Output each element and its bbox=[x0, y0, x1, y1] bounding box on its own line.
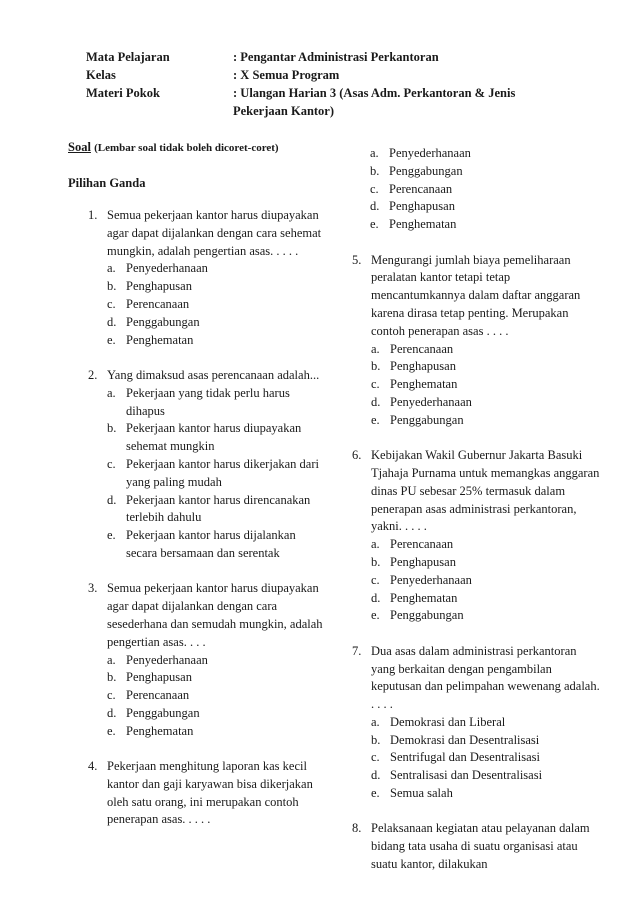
option-letter: b. bbox=[371, 359, 381, 374]
option-text: Penghapusan bbox=[126, 670, 192, 685]
question-item bbox=[88, 207, 323, 349]
option-letter: a. bbox=[107, 385, 116, 400]
answer-option bbox=[370, 181, 602, 199]
option-text: Penghapusan bbox=[126, 279, 192, 294]
option-text: Pekerjaan kantor harus direncanakan terlebih dahulu bbox=[126, 492, 311, 525]
option-text: Penyederhanaan bbox=[390, 394, 472, 409]
question-number: 3. bbox=[88, 581, 98, 596]
option-text: Penghematan bbox=[390, 377, 458, 392]
section-title: Pilihan Ganda bbox=[68, 176, 146, 190]
option-letter: c. bbox=[370, 181, 379, 196]
answer-option bbox=[371, 590, 602, 608]
option-letter: b. bbox=[371, 554, 381, 569]
answer-option bbox=[107, 385, 323, 421]
answer-option bbox=[107, 420, 323, 456]
option-letter: c. bbox=[107, 456, 116, 471]
option-letter: a. bbox=[370, 146, 379, 160]
answer-option bbox=[107, 527, 323, 563]
header-value: : Ulangan Harian 3 (Asas Adm. Perkantoran & Jenis Pekerjaan Kantor) bbox=[233, 86, 516, 118]
option-letter: e. bbox=[371, 786, 380, 801]
question-text: Kebijakan Wakil Gubernur Jakarta Basuki Tjahaja Purnama untuk memangkas anggaran dinas PU sebesar 25% termasuk dalam penerapan asas administrasi perkantoran, yakni. . . . . bbox=[371, 448, 600, 534]
question-body bbox=[107, 207, 323, 349]
option-letter: e. bbox=[371, 608, 380, 623]
answer-option bbox=[107, 314, 323, 332]
option-text: Sentrifugal dan Desentralisasi bbox=[390, 750, 540, 765]
header-value: : Pengantar Administrasi Perkantoran bbox=[233, 50, 439, 64]
answer-option bbox=[371, 554, 602, 572]
answer-option bbox=[107, 669, 323, 687]
question-number: 7. bbox=[352, 643, 362, 658]
question-body bbox=[371, 643, 602, 803]
question-body bbox=[107, 367, 323, 563]
option-letter: a. bbox=[107, 261, 116, 276]
option-text: Penghapusan bbox=[390, 554, 456, 569]
answer-option bbox=[107, 296, 323, 314]
option-text: Sentralisasi dan Desentralisasi bbox=[390, 768, 543, 783]
header-row-topic bbox=[86, 84, 556, 120]
option-text: Penyederhanaan bbox=[389, 146, 471, 160]
question-text: Semua pekerjaan kantor harus diupayakan agar dapat dijalankan dengan cara sehemat mungkin, adalah pengertian asas. . . . . bbox=[107, 208, 322, 258]
option-text: Semua salah bbox=[390, 786, 453, 801]
question-list-right bbox=[352, 252, 602, 874]
header-label: Materi Pokok bbox=[86, 86, 160, 100]
header-label: Mata Pelajaran bbox=[86, 50, 170, 64]
question-number: 8. bbox=[352, 821, 362, 836]
option-letter: e. bbox=[107, 528, 116, 543]
soal-note: (Lembar soal tidak boleh dicoret-coret) bbox=[94, 142, 279, 154]
question-item bbox=[352, 447, 602, 625]
question-body bbox=[371, 252, 602, 430]
option-letter: d. bbox=[107, 314, 117, 329]
question-list-left bbox=[68, 207, 323, 829]
document-header bbox=[86, 48, 556, 120]
question-text: Pelaksanaan kegiatan atau pelayanan dalam bidang tata usaha di suatu organisasi atau suatu kantor, dilakukan bbox=[371, 821, 590, 872]
soal-heading bbox=[68, 138, 323, 157]
option-text: Penggabungan bbox=[126, 705, 200, 720]
option-letter: c. bbox=[107, 296, 116, 311]
header-label: Kelas bbox=[86, 68, 116, 82]
option-text: Pekerjaan kantor harus diupayakan sehemat mungkin bbox=[126, 421, 302, 454]
answer-option bbox=[371, 732, 602, 750]
option-letter: d. bbox=[371, 394, 381, 409]
answer-option bbox=[107, 332, 323, 350]
question-text: Dua asas dalam administrasi perkantoran yang berkaitan dengan pengambilan keputusan dan pelimpahan wewenang adalah. . . . . bbox=[371, 643, 600, 712]
question-item bbox=[88, 758, 323, 829]
option-text: Demokrasi dan Liberal bbox=[390, 714, 506, 729]
answer-option bbox=[371, 341, 602, 359]
option-text: Penggabungan bbox=[390, 412, 464, 427]
answer-option bbox=[107, 260, 323, 278]
answer-option bbox=[371, 572, 602, 590]
header-row-class bbox=[86, 66, 556, 84]
option-text: Penyederhanaan bbox=[126, 652, 208, 667]
answer-option bbox=[371, 376, 602, 394]
question-item bbox=[88, 580, 323, 740]
option-text: Penghematan bbox=[389, 217, 457, 232]
option-letter: a. bbox=[371, 341, 380, 356]
option-text: Pekerjaan kantor harus dijalankan secara bersamaan dan serentak bbox=[126, 528, 296, 560]
left-column bbox=[68, 138, 323, 847]
option-text: Penghapusan bbox=[389, 199, 455, 214]
answer-option bbox=[371, 749, 602, 767]
answer-option bbox=[371, 394, 602, 412]
option-letter: c. bbox=[371, 750, 380, 765]
option-text: Perencanaan bbox=[126, 688, 190, 703]
option-letter: e. bbox=[107, 332, 116, 347]
option-letter: a. bbox=[371, 537, 380, 552]
option-letter: e. bbox=[370, 217, 379, 232]
question-text: Pekerjaan menghitung laporan kas kecil kantor dan gaji karyawan bisa dikerjakan oleh satu orang, ini merupakan contoh penerapan asas. . . . . bbox=[107, 759, 313, 827]
option-text: Penghematan bbox=[126, 723, 194, 738]
answer-option bbox=[107, 492, 323, 528]
option-letter: d. bbox=[107, 492, 117, 507]
answer-option bbox=[107, 705, 323, 723]
option-text: Penghematan bbox=[126, 332, 194, 347]
answer-option bbox=[107, 723, 323, 741]
answer-option bbox=[371, 412, 602, 430]
question-item bbox=[352, 643, 602, 803]
option-letter: d. bbox=[370, 199, 380, 214]
answer-option bbox=[370, 216, 602, 234]
option-text: Penghapusan bbox=[390, 359, 456, 374]
answer-option bbox=[371, 358, 602, 376]
answer-option bbox=[371, 785, 602, 803]
option-text: Penggabungan bbox=[389, 163, 463, 178]
soal-word: Soal bbox=[68, 140, 91, 154]
right-column bbox=[352, 145, 602, 891]
header-row-subject bbox=[86, 48, 556, 66]
option-letter: b. bbox=[107, 670, 117, 685]
question-number: 1. bbox=[88, 208, 98, 222]
header-value: : X Semua Program bbox=[233, 68, 340, 82]
answer-option bbox=[370, 163, 602, 181]
answer-option bbox=[371, 536, 602, 554]
option-letter: c. bbox=[371, 572, 380, 587]
option-letter: b. bbox=[371, 732, 381, 747]
option-letter: b. bbox=[370, 163, 380, 178]
answer-option bbox=[370, 145, 602, 163]
answer-option bbox=[107, 278, 323, 296]
option-letter: e. bbox=[107, 723, 116, 738]
option-letter: d. bbox=[371, 768, 381, 783]
answer-option bbox=[107, 687, 323, 705]
option-letter: a. bbox=[107, 652, 116, 667]
question-body bbox=[107, 580, 323, 740]
question-item bbox=[352, 820, 602, 873]
option-text: Pekerjaan kantor harus dikerjakan dari yang paling mudah bbox=[126, 456, 319, 489]
question-body bbox=[371, 820, 602, 873]
answer-option bbox=[107, 652, 323, 670]
question-body bbox=[371, 447, 602, 625]
option-letter: d. bbox=[371, 590, 381, 605]
option-letter: d. bbox=[107, 705, 117, 720]
answer-option bbox=[107, 456, 323, 492]
option-letter: e. bbox=[371, 412, 380, 427]
question-number: 5. bbox=[352, 252, 362, 267]
option-text: Penyederhanaan bbox=[390, 572, 472, 587]
option-text: Penyederhanaan bbox=[126, 261, 208, 276]
option-letter: c. bbox=[107, 688, 116, 703]
option-text: Perencanaan bbox=[389, 181, 453, 196]
answer-option bbox=[371, 714, 602, 732]
option-text: Perencanaan bbox=[390, 341, 454, 356]
question-body bbox=[107, 758, 323, 829]
question-4-continued-options bbox=[370, 145, 602, 234]
option-text: Demokrasi dan Desentralisasi bbox=[390, 732, 540, 747]
option-text: Penggabungan bbox=[126, 314, 200, 329]
question-item bbox=[352, 252, 602, 430]
option-text: Penggabungan bbox=[390, 608, 464, 623]
answer-option bbox=[371, 607, 602, 625]
option-text: Penghematan bbox=[390, 590, 458, 605]
option-letter: b. bbox=[107, 421, 117, 436]
question-number: 4. bbox=[88, 759, 98, 774]
option-text: Pekerjaan yang tidak perlu harus dihapus bbox=[126, 385, 290, 418]
option-letter: b. bbox=[107, 279, 117, 294]
answer-option bbox=[370, 198, 602, 216]
question-number: 2. bbox=[88, 367, 98, 382]
question-text: Semua pekerjaan kantor harus diupayakan agar dapat dijalankan dengan cara sesederhana dan semudah mungkin, adalah pengertian asas. . . . bbox=[107, 581, 323, 649]
question-text: Mengurangi jumlah biaya pemeliharaan peralatan kantor tetapi tetap mencantumkannya dalam daftar anggaran karena dirasa tetap penting. Merupakan contoh penerapan asas . . . . bbox=[371, 252, 581, 338]
option-letter: a. bbox=[371, 714, 380, 729]
option-text: Perencanaan bbox=[126, 296, 190, 311]
option-text: Perencanaan bbox=[390, 537, 454, 552]
question-text: Yang dimaksud asas perencanaan adalah... bbox=[107, 367, 320, 382]
option-letter: c. bbox=[371, 377, 380, 392]
question-number: 6. bbox=[352, 448, 362, 463]
question-item bbox=[88, 367, 323, 563]
answer-option bbox=[371, 767, 602, 785]
